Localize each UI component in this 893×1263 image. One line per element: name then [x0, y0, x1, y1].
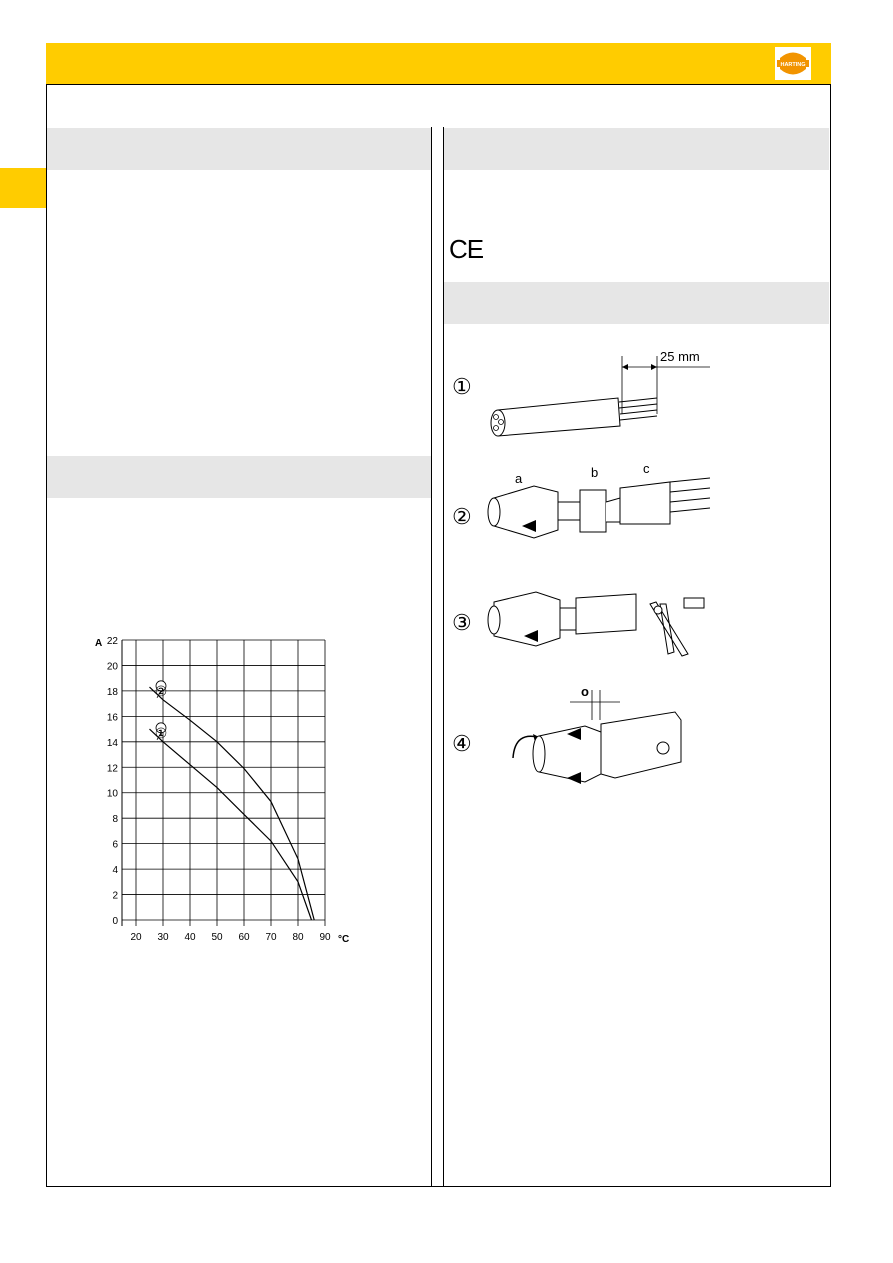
section-band-right-2	[444, 282, 829, 324]
step-number-3: ③	[452, 610, 472, 635]
step4-final-assembly	[505, 690, 705, 790]
series-line-1	[150, 729, 312, 920]
logo-text: HARTING	[780, 62, 806, 68]
harting-logo	[772, 45, 814, 82]
series-label: ②	[154, 682, 168, 699]
x-tick-label: 70	[265, 932, 277, 943]
y-tick-label: 16	[106, 712, 118, 724]
x-tick-label: 50	[211, 932, 223, 943]
x-tick-label: 40	[184, 932, 196, 943]
y-tick-label: 8	[112, 814, 118, 826]
strip-length-label: 25 mm	[660, 349, 700, 364]
side-tab	[0, 168, 46, 208]
y-tick-label: 20	[106, 661, 118, 673]
y-tick-label: 4	[112, 865, 118, 877]
gap-label-o: o	[581, 684, 589, 699]
column-divider-left	[431, 127, 432, 1186]
y-tick-label: 10	[106, 788, 118, 800]
x-axis-label: °C	[338, 934, 350, 945]
x-tick-label: 90	[319, 932, 331, 943]
y-tick-label: 12	[106, 763, 118, 775]
section-band-left-2	[47, 456, 431, 498]
y-tick-label: 18	[106, 686, 118, 698]
part-label-c: c	[643, 461, 650, 476]
y-tick-label: 0	[112, 916, 118, 927]
y-tick-label: 2	[112, 890, 118, 902]
step3-assembly-drawing	[480, 582, 720, 662]
y-axis-label: A	[95, 638, 103, 649]
part-label-a: a	[515, 471, 523, 486]
section-band-left-1	[47, 128, 431, 170]
part-label-b: b	[591, 465, 599, 480]
series-line-2	[150, 687, 315, 920]
y-tick-label: 14	[106, 737, 118, 749]
x-tick-label: 60	[238, 932, 250, 943]
step-number-1: ①	[452, 374, 472, 399]
x-tick-label: 30	[157, 932, 169, 943]
x-tick-label: 80	[292, 932, 304, 943]
step-number-2: ②	[452, 504, 472, 529]
current-derating-chart	[85, 630, 365, 950]
y-tick-label: 6	[112, 839, 118, 851]
step-number-4: ④	[452, 731, 472, 756]
x-tick-label: 20	[130, 932, 142, 943]
ce-mark: CE	[449, 234, 484, 264]
section-band-right-1	[444, 128, 829, 170]
header-bar	[46, 43, 831, 84]
y-tick-label: 22	[106, 636, 118, 647]
series-label: ①	[154, 724, 168, 741]
chart-grid	[122, 640, 325, 926]
